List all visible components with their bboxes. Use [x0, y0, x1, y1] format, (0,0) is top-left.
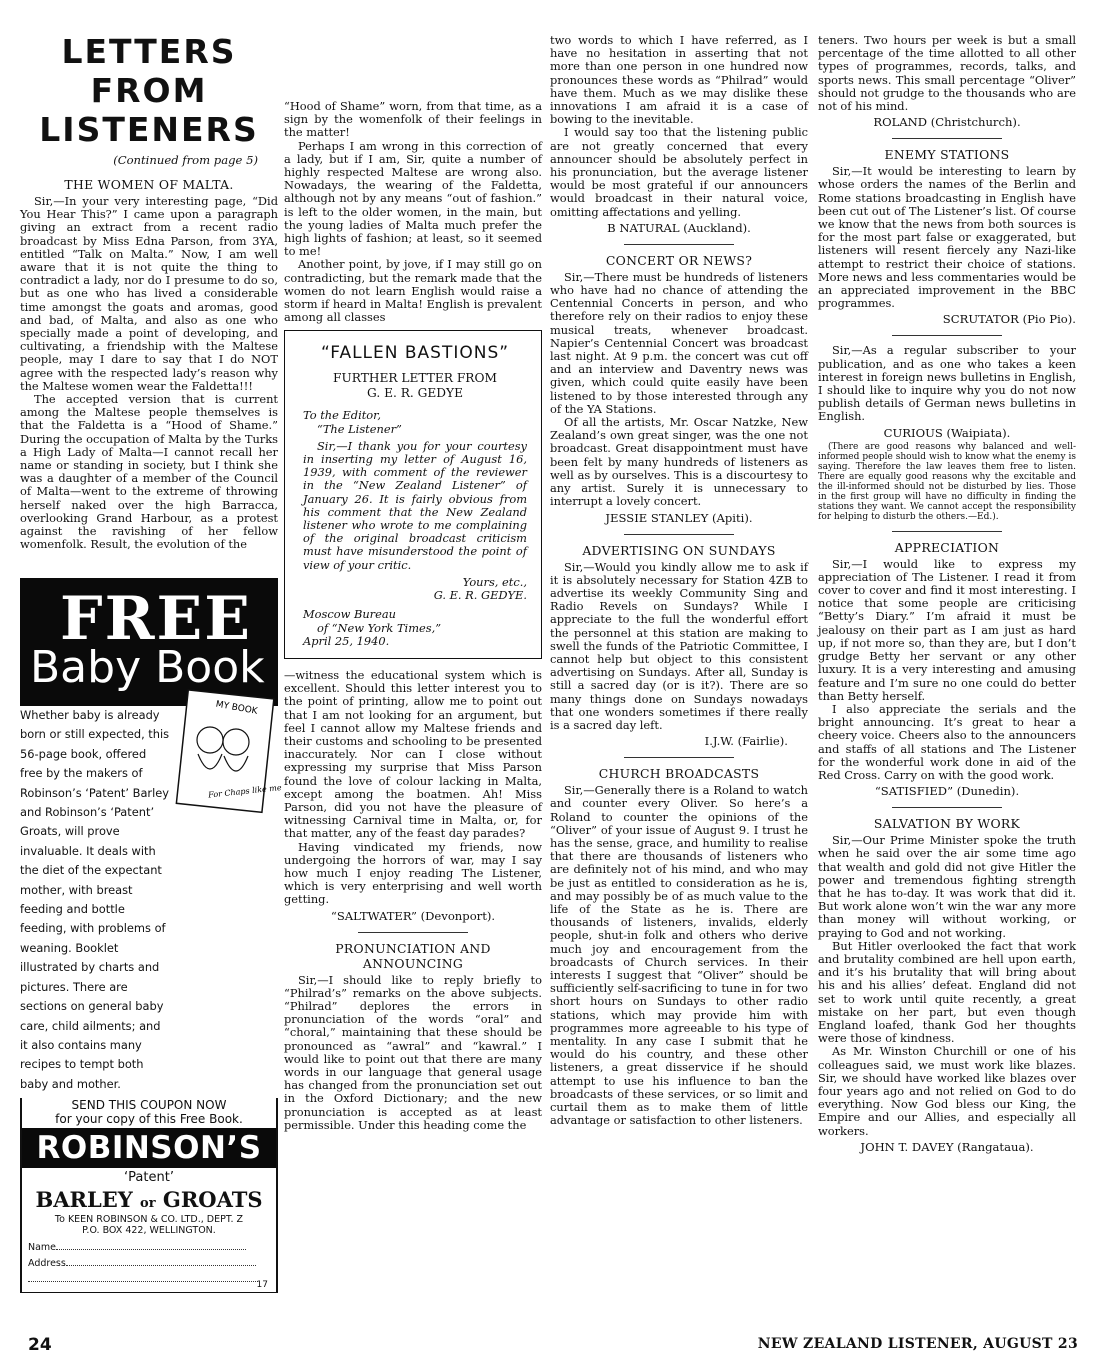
letter-paragraph: Perhaps I am wrong in this correction of a lady, but if I am, Sir, quite a number of highly respected Maltese are wrong also. Nowadays, the wearing of the Faldetta, although not by any means “out of fashion.” is left to the older women, in the main, but the young ladies of Malta much prefer the high lights of fashion; at least, so it seemed to me! [284, 138, 542, 259]
letter-paragraph: The accepted version that is current among the Maltese people themselves is that the Faldetta is a “Hood of Shame.” During the occupation of Malta by the Turks a High Lady of Malta—I cannot recall her name or standing in society, but I think she was a daughter of a member of the Council of Malta—went to the extreme of throwing herself naked over the high Barracca, overlooking Grand Harbour, as a protest against the ravishing of her fellow womenfolk. Result, the evolution of the [20, 392, 278, 552]
continued-note: (Continued from page 5) [113, 153, 258, 167]
column-1 [20, 28, 278, 551]
name-label: Name [28, 1242, 57, 1254]
letter-paragraph: Having vindicated my friends, now undergoing the horrors of war, may I say how much I enjoy reading The Listener, which is very enterprising and well worth getting. [284, 839, 542, 907]
product-groats: GROATS [162, 1187, 263, 1213]
coupon-subheading: for your copy of this Free Book. [55, 1112, 243, 1127]
letter-heading: THE WOMEN OF MALTA. [64, 177, 234, 192]
ad-body [20, 699, 282, 1293]
letter-heading-2: ANNOUNCING [362, 955, 464, 971]
letter-paragraph: Of all the artists, Mr. Oscar Natzke, New Zealand’s own great singer, was the one not broadcast. Great disappointment must have been felt by many hundreds of listeners as well as by ourselves. This is a discourtesy to any artist. Surely it is unnecessary to interrupt a lovely concert. [550, 415, 808, 509]
letter-paragraph: Sir,—I should like to reply briefly to “Philrad’s” remarks on the above subjects. “Philrad” deplores the errors in pronunciation of the words “oral” and “choral,” maintaining that these should be pronounced as “awral” and “kawral.” I would like to point out that there are many words in our language that general usage has changed from the pronunciation set out in the Oxford Dictionary; and the new pronunciation is accepted as at least permissible. Under this heading come the [284, 972, 542, 1132]
letter-heading: APPRECIATION [894, 539, 1000, 555]
ad-free-text: FREE [60, 584, 252, 654]
box-place-2: of “New York Times,” [317, 620, 442, 635]
ad-copy-text: Whether baby is already born or still expected, this 56-page book, offered free by the makers of Robinson’s ‘Patent’ Barley and Robinson’s ‘Patent’ Groats, will prove invaluable. It deals with the diet of the expectant mother, with breast feeding and bottle feeding, with problems of weaning. Booklet illustrated by charts and pictures. There are sections on general baby care, child ailments; and it also contains many recipes to tempt both baby and mother. [20, 708, 170, 1091]
letter-paragraph: teners. Two hours per week is but a small percentage of the time allotted to all other types of programmes, records, talks, and sports news. This small percentage “Oliver” should not grudge to the thousands who are not of his mind. [818, 33, 1076, 114]
letter-paragraph: Sir,—Generally there is a Roland to watch and counter every Oliver. So here’s a Roland to counter the opinions of the “Oliver” of your issue of August 9. I trust he has the sense, grace, and humility to realise that there are thousands of listeners who are definitely not of his mind, and who may be just as entitled to consideration as he is, and may possibly be of as much value to the life of the State as he is. There are thousands of listeners, invalids, elderly people, shut-in folk and others who derive much joy and encouragement from the broadcasts of Church services. In their interests I suggest that “Oliver” should be sufficiently self-sacrificing to tune in for two short hours on Sundays to other radio stations, which may provide him with programmes more agreeable to his type of mentality. In any case I submit that he would do his country, and these other listeners, a great disservice if he should attempt to use his influence to ban the broadcasts of these services, or so limit and curtail them as to make them of little advantage or satisfaction to other listeners. [550, 783, 808, 1128]
letter-paragraph: Sir,—In your very interesting page, “Did You Hear This?” I came upon a paragraph giving an extract from a recent radio broadcast by Miss Edna Parson, from 3YA, entitled “Talk on Malta.” Now, I am well aware that it is not quite the thing to contradict a lady, nor do I presume to do so, but as one who has lived a considerable time amongst the goats and aromas, good and bad, of Malta, and also as one who specially made a point of developing, and cultivating, a friendship with the Maltese people, may I dare to say that I do NOT agree with the respected lady’s reason why the Maltese women wear the Faldetta!!! [20, 194, 278, 393]
column-3 [550, 34, 808, 1127]
letter-signature: SCRUTATOR (Pio Pio). [942, 312, 1076, 327]
brand-patent: ‘Patent’ [124, 1170, 174, 1186]
coupon-address-2: P.O. BOX 422, WELLINGTON. [82, 1225, 216, 1237]
baby-book-illustration [174, 692, 282, 812]
letter-paragraph: —witness the educational system which is excellent. Should this letter interest you to the point of printing, allow me to point out that I am not looking for an argument, but feel I cannot allow my Maltese friends and their customs and schooling to be presented inaccurately. Nor can I close without expressing my surprise that Miss Parson found the love of colour lacking in Malta, except among the boatmen. Ah! Miss Parson, did you not have the pleasure of witnessing Carnival time in Malta, or, for that matter, any of the feast day parades? [284, 667, 542, 841]
coupon-heading: SEND THIS COUPON NOW [71, 1098, 227, 1113]
editor-note: (There are good reasons why balanced and well-informed people should wish to know what the enemy is saying. Therefore the law leaves them free to listen. There are equally good reasons why the excitable and the ill-informed should not be disturbed by lies. Those in the first group will have no difficulty in finding the stations they want. We cannot accept the responsibility for helping to disturb the others.—Ed.). [818, 441, 1076, 522]
letter-signature: ROLAND (Christchurch). [873, 115, 1021, 130]
coupon-fields [28, 1240, 270, 1291]
letter-paragraph: Sir,—It would be interesting to learn by whose orders the names of the Berlin and Rome stations broadcasting in English have been cut out of The Listener’s list. Of course we know that the news from both sources is for the most part false or exaggerated, but listeners will resent fiercely any Nazi-like attempt to restrict their choice of stations. More news and less commentaries would be an appreciated improvement in the BBC programmes. [818, 164, 1076, 311]
letter-heading: CONCERT OR NEWS? [605, 252, 753, 268]
divider [624, 534, 734, 535]
divider [358, 932, 468, 933]
box-body: Sir,—I thank you for your courtesy in inserting my letter of August 16, 1939, with comment of the reviewer in the “New Zealand Listener” of January 26. It is fairly obvious from his comment that the New Zealand listener who wrote to me complaining of the original broadcast criticism must have misunderstood the point of view of your critic. [303, 438, 527, 572]
box-title: “FALLEN BASTIONS” [320, 343, 510, 364]
coupon-address-1: To KEEN ROBINSON & CO. LTD., DEPT. Z [54, 1214, 244, 1226]
box-to: To the Editor, [303, 408, 381, 423]
divider [892, 335, 1002, 336]
letter-heading: CHURCH BROADCASTS [598, 766, 760, 782]
letter-heading: ADVERTISING ON SUNDAYS [582, 542, 776, 558]
letter-paragraph: I also appreciate the serials and the bright announcing. It’s great to hear a cheery voice. Cheers also to the announcers and staffs of all stations and The Listener for the wonderful work done in aid of the Red Cross. Carry on with the good work. [818, 701, 1076, 782]
coupon-number: 17 [256, 1280, 268, 1291]
letter-paragraph: But Hitler overlooked the fact that work and brutality combined are hell upon earth, and it’s his brutality that will bring about his and his allies’ defeat. England did not set to work until quite recently, a great mistake on her part, but even though England loafed, thank God her thoughts were those of kindness. [818, 938, 1076, 1046]
divider [892, 138, 1002, 139]
letter-paragraph: Sir,—Would you kindly allow me to ask if it is absolutely necessary for Station 4ZB to advertise its weekly Community Sing and Radio Revels on Sundays? While I appreciate to the full the wonderful effort the personnel at this station are making to swell the funds of the Patriotic Committee, I cannot help but object to this consistent advertising on Sundays. After all, Sunday is still a sacred day (or is it?). There are so many things done on Sundays nowadays that one wonders sometimes if there really is a sacred day left. [550, 559, 808, 732]
robinsons-advertisement [20, 578, 282, 1293]
box-to-2: “The Listener” [317, 421, 402, 436]
letter-paragraph: “Hood of Shame” worn, from that time, as a sign by the womenfolk of their feelings in the matter! [284, 99, 542, 140]
box-subtitle: FURTHER LETTER FROM [333, 371, 497, 386]
letter-paragraph: Sir,—I would like to express my appreciation of The Listener. I read it from cover to cover and find it most interesting. I notice that some people are criticising “Betty’s Diary.” I’m afraid it must be jealousy on their part as I am just as hard up, if not more so, than they are, but I don’t grudge Betty her servant or any other luxury. It is a very interesting and amusing feature and I’m sure no one could do better than Betty herself. [818, 556, 1076, 703]
product-or: or [140, 1196, 156, 1212]
letter-paragraph: two words to which I have referred, as I have no hesitation in asserting that not more than one person in one hundred now pronounces these words as “Philrad” would have them. Much as we may dislike these innovations I am afraid it is a case of bowing to the inevitable. [550, 33, 808, 127]
ad-banner [20, 578, 278, 706]
letter-signature: JESSIE STANLEY (Apiti). [605, 510, 753, 525]
address-field[interactable] [66, 1265, 256, 1266]
divider [892, 807, 1002, 808]
box-yours: Yours, etc., [462, 574, 527, 589]
box-signature: G. E. R. GEDYE. [433, 588, 527, 603]
page-title: LETTERS FROM LISTENERS [39, 32, 259, 149]
letter-heading: SALVATION BY WORK [873, 816, 1021, 832]
coupon[interactable] [20, 1098, 278, 1293]
divider [624, 244, 734, 245]
letter-signature: JOHN T. DAVEY (Rangataua). [860, 1139, 1034, 1154]
page-number: 24 [28, 1335, 52, 1355]
letter-heading: ENEMY STATIONS [884, 147, 1010, 163]
column-2 [284, 100, 542, 1132]
divider [624, 757, 734, 758]
letter-signature: “SATISFIED” (Dunedin). [874, 784, 1020, 799]
letter-paragraph: As Mr. Winston Churchill or one of his colleagues said, we must work like blazes. Sir, we should have worked like blazes over four years ago and not relied on God to do everything. Now God bless our King, the Empire and our Allies, and especially all workers. [818, 1044, 1076, 1138]
ad-baby-book-text: Baby Book [30, 642, 265, 693]
address-label: Address [28, 1258, 66, 1270]
letter-signature: CURIOUS (Waipiata). [883, 425, 1011, 440]
box-date: April 25, 1940. [303, 633, 390, 648]
letter-paragraph: I would say too that the listening public are not greatly concerned that every announcer should be absolutely perfect in his pronunciation, but the average listener would be most grateful if our announcers would broadcast in their natural voice, omitting affectations and yelling. [550, 125, 808, 219]
name-field[interactable] [56, 1249, 246, 1250]
letter-signature: “SALTWATER” (Devonport). [330, 908, 496, 923]
product-name [28, 1187, 270, 1212]
divider [892, 531, 1002, 532]
book-label: MY BOOK [214, 699, 259, 717]
letter-signature: I.J.W. (Fairlie). [704, 734, 788, 749]
letter-paragraph: Another point, by jove, if I may still go on contradicting, but the remark made that the women do not learn English would raise a storm if heard in Malta! English is prevalent among all classes [284, 257, 542, 325]
brand-logo: ROBINSON’S [22, 1128, 276, 1168]
product-barley: BARLEY [35, 1187, 133, 1213]
book-caption: For Chaps like me [207, 782, 282, 800]
letter-heading: PRONUNCIATION AND [335, 940, 491, 956]
box-author: G. E. R. GEDYE [367, 386, 463, 401]
letter-paragraph: Sir,—As a regular subscriber to your publication, and as one who takes a keen interest in foreign news bulletins in English, I should like to inquire why you do not now publish details of German news bulletins in English. [818, 343, 1076, 424]
address-field-2[interactable] [28, 1281, 258, 1282]
magazine-footer: NEW ZEALAND LISTENER, AUGUST 23 [757, 1336, 1078, 1352]
letter-paragraph: Sir,—Our Prime Minister spoke the truth when he said over the air some time ago that wealth and gold did not give Hitler the power and tremendous fighting strength that he has to-day. It was work that did it. But work alone won’t win the war any more than money will without working, or praying to God and not working. [818, 833, 1076, 940]
box-place: Moscow Bureau [303, 607, 396, 622]
column-4 [818, 34, 1076, 1156]
letter-paragraph: Sir,—There must be hundreds of listeners who have had no chance of attending the Centennial Concerts in person, and who therefore rely on their radios to enjoy these musical treats, whenever broadcast. Napier’s Centennial Concert was broadcast last night. At 9 p.m. the concert was cut off and an interview and Daventry news was given, which could quite easily have been listened to by those interested through any of the YA Stations. [550, 269, 808, 416]
fallen-bastions-box [284, 330, 542, 658]
letter-signature: B NATURAL (Auckland). [607, 220, 751, 235]
